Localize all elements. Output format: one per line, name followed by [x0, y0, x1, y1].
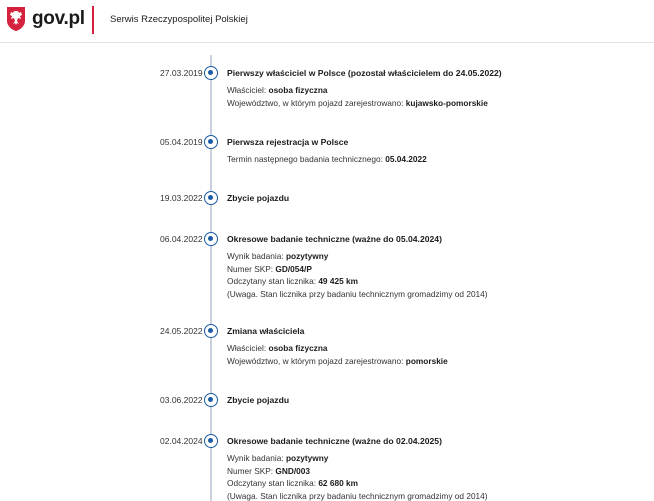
detail-label: Województwo, w którym pojazd zarejestrowano:	[227, 355, 406, 366]
event-date: 03.06.2022	[160, 395, 203, 405]
timeline-dot-icon	[204, 66, 218, 80]
detail-value: pozytywny	[285, 453, 329, 463]
event-detail	[227, 264, 312, 274]
event-date: 19.03.2022	[160, 193, 203, 203]
event-detail	[227, 466, 310, 476]
detail-label: Termin następnego badania technicznego:	[227, 154, 386, 164]
detail-label: Odczytany stan licznika:	[227, 478, 319, 488]
detail-value: 62 680 km	[318, 478, 358, 488]
event-title: Pierwszy właściciel w Polsce (pozostał właścicielem do 24.05.2022)	[227, 68, 502, 78]
event-date: 05.04.2019	[160, 137, 203, 147]
detail-value: 49 425 km	[318, 276, 358, 286]
detail-value: GD/054/P	[275, 263, 312, 274]
detail-label: (Uwaga. Stan licznika przy badaniu technicznym gromadzimy od 2014)	[227, 288, 488, 299]
event-title: Zmiana właściciela	[227, 326, 305, 336]
detail-label: Wynik badania:	[227, 453, 286, 463]
service-name: Serwis Rzeczypospolitej Polskiej	[110, 14, 248, 25]
event-detail	[227, 453, 328, 463]
detail-label: Właściciel:	[227, 343, 269, 353]
event-date: 24.05.2022	[160, 326, 203, 336]
detail-label: Odczytany stan licznika:	[227, 276, 319, 286]
polish-eagle-logo-icon[interactable]	[6, 6, 26, 32]
detail-value: pozytywny	[285, 251, 329, 261]
detail-label: Numer SKP:	[227, 465, 276, 476]
detail-value: kujawsko-pomorskie	[405, 97, 488, 108]
detail-label: Wynik badania:	[227, 251, 286, 261]
event-detail	[227, 154, 427, 164]
brand-logo-text[interactable]: gov.pl	[32, 8, 85, 29]
timeline-dot-icon	[204, 393, 218, 407]
detail-label: Numer SKP:	[227, 263, 276, 274]
event-date: 27.03.2019	[160, 68, 203, 78]
event-title: Okresowe badanie techniczne (ważne do 05.04.2024)	[227, 234, 442, 244]
detail-value: osoba fizyczna	[268, 85, 328, 95]
event-title: Zbycie pojazdu	[227, 395, 290, 405]
detail-label: (Uwaga. Stan licznika przy badaniu technicznym gromadzimy od 2014)	[227, 490, 488, 501]
event-date: 02.04.2024	[160, 436, 203, 446]
event-detail	[227, 276, 358, 286]
detail-value: pomorskie	[405, 355, 448, 366]
detail-label: Właściciel:	[227, 85, 269, 95]
event-detail	[227, 491, 488, 501]
event-title: Okresowe badanie techniczne (ważne do 02.04.2025)	[227, 436, 442, 446]
timeline-dot-icon	[204, 191, 218, 205]
timeline-dot-icon	[204, 232, 218, 246]
header-border	[0, 42, 654, 43]
event-title: Pierwsza rejestracja w Polsce	[227, 137, 349, 147]
header-divider	[92, 6, 94, 34]
detail-label: Województwo, w którym pojazd zarejestrowano:	[227, 97, 406, 108]
event-detail	[227, 85, 328, 95]
timeline-dot-icon	[204, 135, 218, 149]
event-detail	[227, 478, 358, 488]
detail-value: osoba fizyczna	[268, 343, 328, 353]
timeline-dot-icon	[204, 324, 218, 338]
event-detail	[227, 289, 488, 299]
timeline-dot-icon	[204, 434, 218, 448]
event-title: Zbycie pojazdu	[227, 193, 290, 203]
detail-value: GND/003	[275, 465, 311, 476]
event-date: 06.04.2022	[160, 234, 203, 244]
detail-value: 05.04.2022	[385, 154, 427, 164]
event-detail	[227, 343, 328, 353]
event-detail	[227, 251, 328, 261]
site-header	[0, 0, 654, 42]
event-detail	[227, 98, 488, 108]
event-detail	[227, 356, 448, 366]
